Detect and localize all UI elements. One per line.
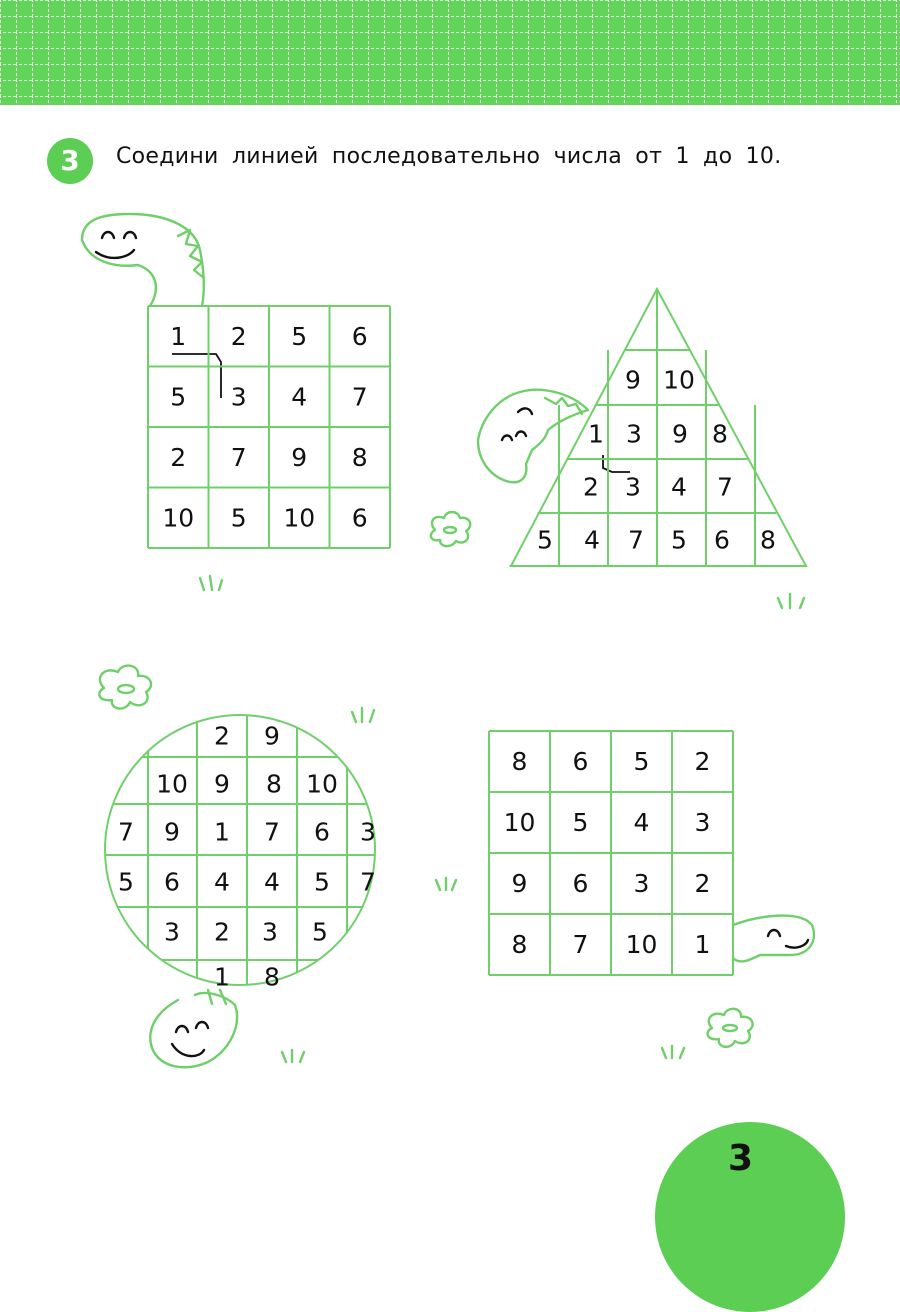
triangle-cell-number: 9 <box>672 419 688 449</box>
grass-icon <box>282 1050 304 1062</box>
grid-cell-number: 6 <box>351 321 368 351</box>
grid-cell-number: 5 <box>291 321 308 351</box>
circle-cell-number: 8 <box>264 962 280 992</box>
triangle-cell-number: 2 <box>583 472 599 502</box>
circle-cell-number: 2 <box>214 917 230 947</box>
grid-cell-number: 2 <box>694 869 711 898</box>
triangle-cell-number: 1 <box>588 419 604 449</box>
circle-cell-number: 7 <box>118 817 134 847</box>
triangle-cell-number: 3 <box>625 472 641 502</box>
grid-cell-number: 2 <box>230 321 247 351</box>
grid-cell-number: 3 <box>694 808 711 837</box>
grid-cell-number: 1 <box>694 930 711 959</box>
circle-cell-number: 9 <box>214 769 230 799</box>
circle-cell-number: 3 <box>360 817 376 847</box>
circle-cell-number: 9 <box>264 721 280 751</box>
grid-cell-number: 7 <box>572 930 589 959</box>
triangle-cell-number: 7 <box>717 472 733 502</box>
dinosaur-icon <box>478 390 588 483</box>
grid-cell-number: 10 <box>625 930 658 959</box>
grid-cell-number: 6 <box>572 869 589 898</box>
grid-cell-number: 3 <box>230 382 247 412</box>
circle-cell-number: 10 <box>156 769 188 799</box>
grid-cell-number: 8 <box>511 747 528 776</box>
grid-cell-number: 5 <box>572 808 589 837</box>
triangle-cell-number: 7 <box>628 525 644 555</box>
flower-icon <box>99 666 151 709</box>
circle-cell-number: 1 <box>214 817 230 847</box>
grid-cell-number: 10 <box>162 503 195 533</box>
grass-icon <box>436 878 456 890</box>
grid-cell-number: 3 <box>633 869 650 898</box>
circle-cell-number: 7 <box>264 817 280 847</box>
grid-cell-number: 4 <box>633 808 650 837</box>
grass-icon <box>662 1046 684 1058</box>
grid-cell-number: 10 <box>503 808 536 837</box>
triangle-cell-number: 5 <box>671 525 687 555</box>
triangle-cell-number: 8 <box>760 525 776 555</box>
triangle-cell-number: 3 <box>626 419 642 449</box>
grid-cell-number: 5 <box>633 747 650 776</box>
triangle-cell-number: 6 <box>714 525 730 555</box>
grid-cell-number: 1 <box>170 321 187 351</box>
grid-cell-number: 2 <box>170 442 187 472</box>
grass-icon <box>352 708 374 722</box>
circle-cell-number: 3 <box>164 917 180 947</box>
page-number: 3 <box>728 1138 754 1179</box>
circle-cell-number: 7 <box>360 867 376 897</box>
grid-cell-number: 10 <box>283 503 316 533</box>
grid-cell-number: 4 <box>291 382 308 412</box>
grid-cell-number: 2 <box>694 747 711 776</box>
circle-cell-number: 2 <box>214 721 230 751</box>
triangle-cell-number: 9 <box>625 365 641 395</box>
dinosaur-icon <box>82 214 204 306</box>
grid-cell-number: 8 <box>511 930 528 959</box>
task-number-badge: 3 <box>47 138 93 184</box>
triangle-cell-number: 4 <box>584 525 600 555</box>
grid-cell-number: 7 <box>351 382 368 412</box>
grid-cell-number: 8 <box>351 442 368 472</box>
dinosaur-icon <box>733 916 814 962</box>
circle-cell-number: 3 <box>262 917 278 947</box>
flower-icon <box>431 512 470 546</box>
triangle-cell-number: 4 <box>671 472 687 502</box>
circle-cell-number: 6 <box>164 867 180 897</box>
circle-cell-number: 10 <box>306 769 338 799</box>
triangle-cell-number: 8 <box>712 419 728 449</box>
grid-cell-number: 5 <box>170 382 187 412</box>
circle-cell-number: 6 <box>314 817 330 847</box>
grid-cell-number: 6 <box>572 747 589 776</box>
grid-cell-number: 7 <box>230 442 247 472</box>
dino-neck <box>208 990 226 1004</box>
triangle-cell-number: 10 <box>663 365 695 395</box>
grid-cell-number: 9 <box>291 442 308 472</box>
circle-cell-number: 1 <box>214 962 230 992</box>
circle-cell-number: 9 <box>164 817 180 847</box>
circle-cell-number: 5 <box>118 867 134 897</box>
task-instruction: Соедини линией последовательно числа от 1 до 10. <box>116 144 782 169</box>
circle-cell-number: 8 <box>266 769 282 799</box>
circle-cell-number: 5 <box>314 867 330 897</box>
grass-icon <box>200 576 222 590</box>
circle-cell-number: 5 <box>312 917 328 947</box>
grid-cell-number: 9 <box>511 869 528 898</box>
grid-cell-number: 5 <box>230 503 247 533</box>
grid-cell-number: 6 <box>351 503 368 533</box>
triangle-cell-number: 5 <box>537 525 553 555</box>
grass-icon <box>778 594 804 608</box>
circle-cell-number: 4 <box>264 867 280 897</box>
circle-cell-number: 4 <box>214 867 230 897</box>
flower-icon <box>708 1009 753 1047</box>
